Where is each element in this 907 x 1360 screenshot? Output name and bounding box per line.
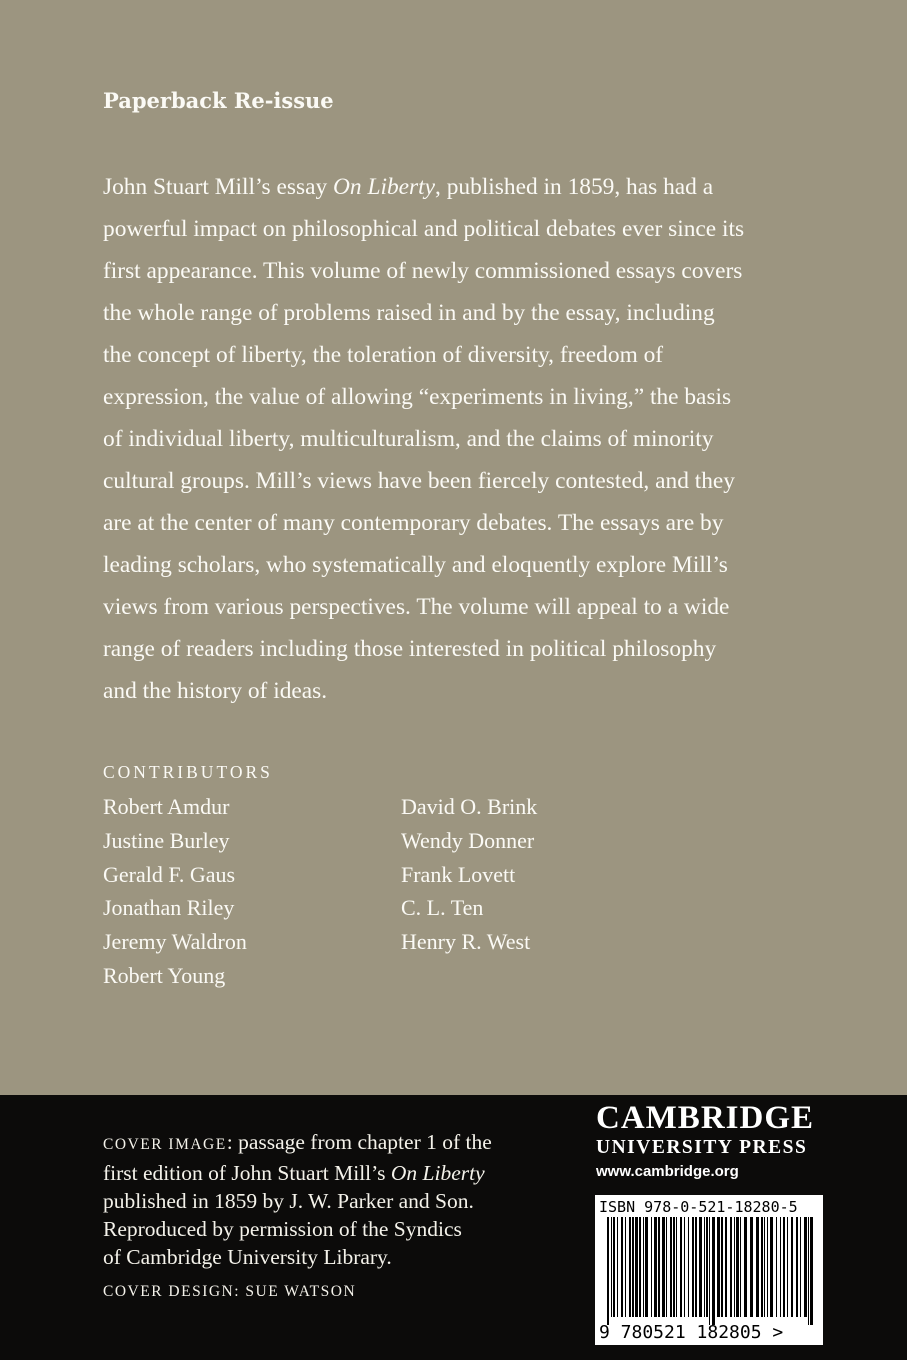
cover-image-text: : passage from chapter 1 of the	[226, 1130, 492, 1154]
blurb-line: leading scholars, who systematically and eloquently explore Mill’s	[103, 552, 728, 578]
isbn-label: ISBN 978-0-521-18280-5	[599, 1198, 798, 1216]
blurb-line: views from various perspectives. The volume will appeal to a wide	[103, 594, 730, 620]
contributor-name: Justine Burley	[103, 827, 230, 853]
barcode-bar	[651, 1217, 652, 1317]
barcode-bar	[750, 1217, 753, 1317]
barcode-bar	[688, 1217, 689, 1317]
barcode-bar	[706, 1217, 708, 1317]
cover-image-line: Reproduced by permission of the Syndics	[103, 1217, 462, 1241]
barcode-bar	[625, 1217, 626, 1317]
barcode-bar	[744, 1217, 747, 1317]
barcode-bar	[776, 1217, 777, 1317]
publisher-logo-subtitle: UNIVERSITY PRESS	[596, 1137, 808, 1158]
barcode-bar	[756, 1217, 759, 1317]
barcode-bar	[666, 1217, 667, 1317]
blurb-line: of individual liberty, multiculturalism, and the claims of minority	[103, 426, 714, 452]
barcode-bar	[617, 1217, 618, 1317]
contributors-left-column	[103, 790, 247, 993]
blurb-line: and the history of ideas.	[103, 678, 328, 704]
barcode-bar	[621, 1217, 623, 1317]
contributor-name: Robert Young	[103, 962, 226, 988]
edition-label: Paperback Re-issue	[103, 88, 334, 113]
barcode-bar	[767, 1217, 768, 1317]
barcode-bar	[645, 1217, 648, 1317]
contributor-name: Frank Lovett	[401, 861, 516, 887]
cover-image-line	[103, 1128, 492, 1159]
contributors-heading: CONTRIBUTORS	[103, 762, 273, 782]
barcode-bar	[787, 1217, 788, 1317]
barcode-bar	[684, 1217, 685, 1317]
barcode-bar	[761, 1217, 763, 1317]
blurb-line: powerful impact on philosophical and political debates ever since its	[103, 216, 745, 242]
barcode-bar	[658, 1217, 660, 1317]
contributors-right-column	[401, 790, 537, 959]
blurb-line: cultural groups. Mill’s views have been fiercely contested, and they	[103, 468, 736, 494]
cover-design-credit: COVER DESIGN: SUE WATSON	[103, 1283, 357, 1300]
barcode-bar	[611, 1217, 612, 1317]
blurb-line: John Stuart Mill’s essay On Liberty, published in 1859, has had a	[103, 174, 714, 200]
barcode-bar	[629, 1217, 631, 1317]
barcode-bar	[725, 1217, 727, 1317]
book-title: On Liberty	[390, 1161, 485, 1185]
contributor-name: Robert Amdur	[103, 794, 230, 819]
contributor-name: C. L. Ten	[401, 895, 484, 921]
cover-image-credit	[103, 1128, 492, 1271]
barcode-bar	[810, 1217, 813, 1325]
barcode-bar	[712, 1217, 715, 1325]
cover-image-label: COVER IMAGE	[103, 1136, 227, 1153]
barcode-bar	[704, 1217, 705, 1317]
cover-image-line: of Cambridge University Library.	[103, 1245, 392, 1269]
barcode-digits: 9 780521 182805 >	[599, 1322, 784, 1343]
barcode-bar	[734, 1217, 735, 1317]
blurb-line: the concept of liberty, the toleration of diversity, freedom of	[103, 342, 664, 368]
barcode-bar	[632, 1217, 634, 1317]
barcode-bar	[796, 1217, 798, 1317]
barcode-bar	[692, 1217, 694, 1317]
barcode-bar	[808, 1217, 809, 1325]
barcode-bars	[607, 1217, 815, 1325]
barcode-bar	[721, 1217, 723, 1317]
barcode-bar	[607, 1217, 609, 1325]
barcode-bar	[791, 1217, 793, 1317]
contributor-name: Jonathan Riley	[103, 895, 235, 921]
barcode-bar	[676, 1217, 677, 1317]
isbn-barcode	[595, 1195, 823, 1345]
barcode-bar	[709, 1217, 710, 1325]
cover-image-line: first edition of John Stuart Mill’s On Liberty	[103, 1161, 485, 1185]
barcode-bar	[764, 1217, 765, 1317]
barcode-bar	[639, 1217, 641, 1317]
barcode-bar	[613, 1217, 615, 1317]
barcode-bar	[780, 1217, 781, 1317]
barcode-bar	[673, 1217, 675, 1317]
publisher-logo-name: CAMBRIDGE	[596, 1100, 815, 1136]
blurb-line: range of readers including those interested in political philosophy	[103, 636, 717, 662]
barcode-bar	[680, 1217, 682, 1317]
barcode-bar	[800, 1217, 801, 1317]
barcode-bar	[643, 1217, 644, 1317]
barcode-bar	[654, 1217, 657, 1317]
barcode-bar	[770, 1217, 773, 1317]
barcode-bar	[740, 1217, 741, 1317]
book-title: On Liberty	[333, 174, 436, 200]
contributor-name: Jeremy Waldron	[103, 929, 247, 955]
blurb-line: are at the center of many contemporary debates. The essays are by	[103, 510, 724, 536]
barcode-bar	[635, 1217, 638, 1317]
barcode-bar	[783, 1217, 785, 1317]
barcode-bar	[699, 1217, 702, 1317]
barcode-bar	[695, 1217, 697, 1317]
barcode-bar	[717, 1217, 720, 1317]
description-blurb	[103, 166, 823, 712]
contributor-name: David O. Brink	[401, 794, 538, 819]
cover-image-line: published in 1859 by J. W. Parker and Son.	[103, 1189, 474, 1213]
contributor-name: Henry R. West	[401, 929, 531, 955]
blurb-line: first appearance. This volume of newly commissioned essays covers	[103, 258, 743, 284]
barcode-bar	[730, 1217, 732, 1317]
publisher-website: www.cambridge.org	[596, 1163, 739, 1180]
barcode-bar	[670, 1217, 672, 1317]
barcode-bar	[736, 1217, 739, 1317]
barcode-bar	[662, 1217, 665, 1317]
blurb-line: the whole range of problems raised in and by the essay, including	[103, 300, 715, 326]
contributor-name: Gerald F. Gaus	[103, 861, 236, 887]
contributor-name: Wendy Donner	[401, 827, 535, 853]
blurb-line: expression, the value of allowing “experiments in living,” the basis	[103, 384, 732, 410]
barcode-bar	[804, 1217, 807, 1317]
